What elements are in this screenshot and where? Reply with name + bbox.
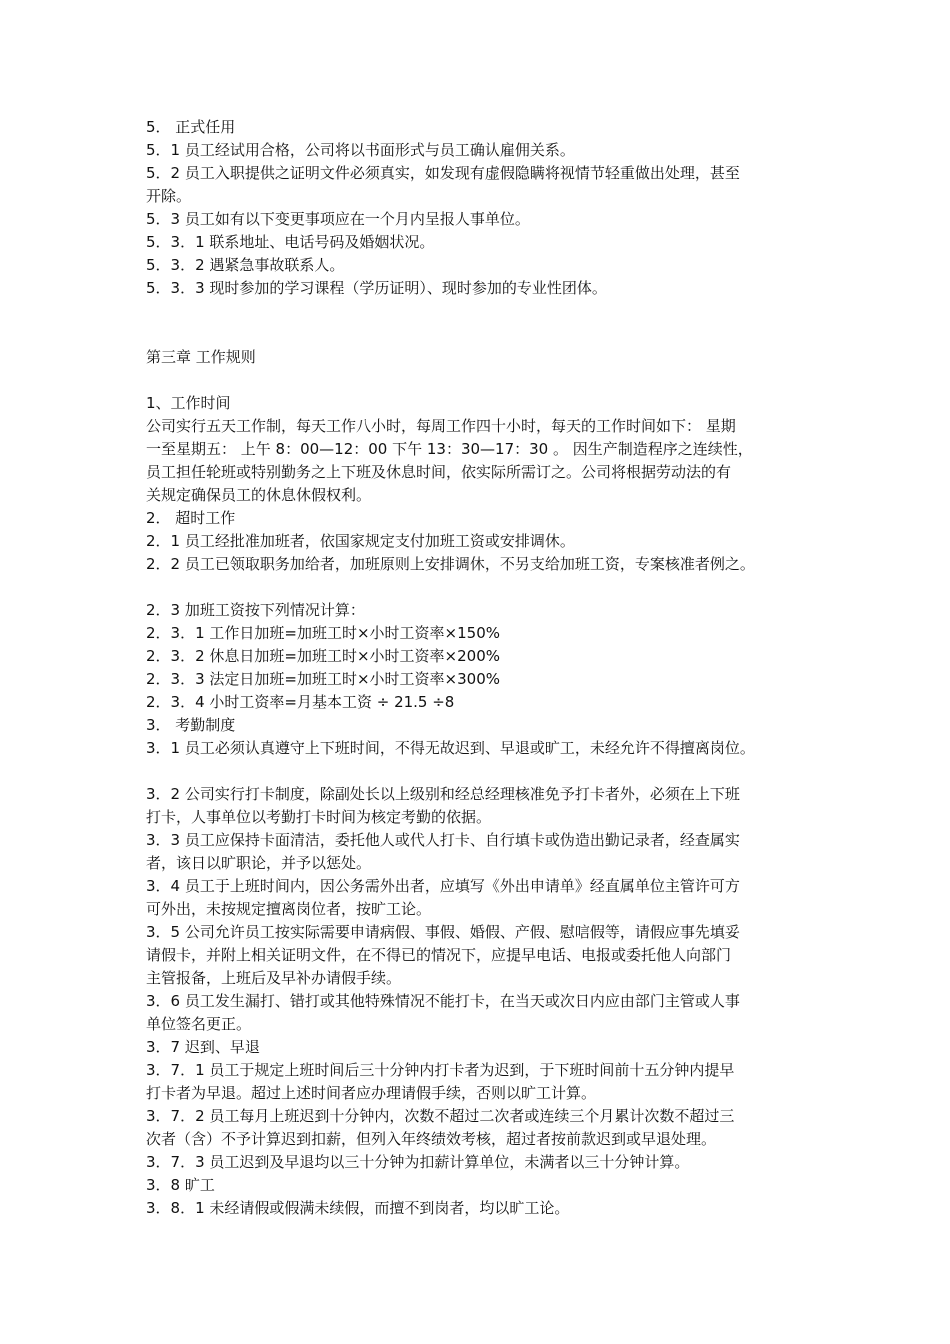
blank-spacer bbox=[146, 300, 826, 346]
text-line: 3． 考勤制度 bbox=[146, 716, 236, 734]
text-line: 3．8．1 未经请假或假满未续假，而擅不到岗者，均以旷工论。 bbox=[146, 1199, 570, 1217]
text-line: 3．4 员工于上班时间内，因公务需外出者，应填写《外出申请单》经直属单位主管许可方 bbox=[146, 877, 740, 895]
text-line: 关规定确保员工的休息休假权利。 bbox=[146, 486, 372, 504]
text-line: 3．8 旷工 bbox=[146, 1176, 215, 1194]
text-line: 2．2 员工已领取职务加给者，加班原则上安排调休，不另支给加班工资，专案核准者例之。 bbox=[146, 555, 755, 573]
text-line: 5．3 员工如有以下变更事项应在一个月内呈报人事单位。 bbox=[146, 210, 530, 228]
text-line: 2．3．3 法定日加班=加班工时×小时工资率×300% bbox=[146, 670, 500, 688]
text-line: 5．3．3 现时参加的学习课程（学历证明）、现时参加的专业性团体。 bbox=[146, 279, 607, 297]
text-line: 次者（含）不予计算迟到扣薪，但列入年终绩效考核，超过者按前款迟到或早退处理。 bbox=[146, 1130, 717, 1148]
text-line: 5．3．1 联系地址、电话号码及婚姻状况。 bbox=[146, 233, 435, 251]
text-line: 2．3 加班工资按下列情况计算： bbox=[146, 601, 365, 619]
text-line: 3．3 员工应保持卡面清洁，委托他人或代人打卡、自行填卡或伪造出勤记录者，经查属实 bbox=[146, 831, 740, 849]
text-line: 者，该日以旷职论，并予以惩处。 bbox=[146, 854, 372, 872]
text-line: 5．3．2 遇紧急事故联系人。 bbox=[146, 256, 345, 274]
text-line: 2．3．2 休息日加班=加班工时×小时工资率×200% bbox=[146, 647, 500, 665]
text-line: 3．7．3 员工迟到及早退均以三十分钟为扣薪计算单位，未满者以三十分钟计算。 bbox=[146, 1153, 690, 1171]
text-line: 第三章 工作规则 bbox=[146, 348, 256, 366]
text-line: 3．5 公司允许员工按实际需要申请病假、事假、婚假、产假、慰唁假等，请假应事先填妥 bbox=[146, 923, 740, 941]
text-line: 3．7．1 员工于规定上班时间后三十分钟内打卡者为迟到，于下班时间前十五分钟内提早 bbox=[146, 1061, 735, 1079]
text-line: 3．7．2 员工每月上班迟到十分钟内，次数不超过二次者或连续三个月累计次数不超过三 bbox=[146, 1107, 735, 1125]
text-line: 一至星期五： 上午 8：00—12：00 下午 13：30—17：30 。 因生产制造程序之连续性， bbox=[146, 440, 753, 458]
text-line: 主管报备，上班后及早补办请假手续。 bbox=[146, 969, 402, 987]
blank-spacer bbox=[146, 760, 826, 783]
text-line: 员工担任轮班或特别勤务之上下班及休息时间，依实际所需订之。公司将根据劳动法的有 bbox=[146, 463, 732, 481]
text-line: 1、工作时间 bbox=[146, 394, 231, 412]
text-line: 5．2 员工入职提供之证明文件必须真实，如发现有虚假隐瞒将视情节轻重做出处理，甚至 bbox=[146, 164, 740, 182]
text-line: 5．1 员工经试用合格，公司将以书面形式与员工确认雇佣关系。 bbox=[146, 141, 575, 159]
text-line: 2．1 员工经批准加班者，依国家规定支付加班工资或安排调休。 bbox=[146, 532, 575, 550]
text-line: 打卡者为早退。超过上述时间者应办理请假手续，否则以旷工计算。 bbox=[146, 1084, 597, 1102]
text-line: 开除。 bbox=[146, 187, 192, 205]
text-line: 2． 超时工作 bbox=[146, 509, 236, 527]
text-line: 3．6 员工发生漏打、错打或其他特殊情况不能打卡，在当天或次日内应由部门主管或人事 bbox=[146, 992, 740, 1010]
blank-spacer bbox=[146, 576, 826, 599]
text-line: 3．2 公司实行打卡制度，除副处长以上级别和经总经理核准免予打卡者外，必须在上下班 bbox=[146, 785, 740, 803]
text-line: 可外出，未按规定擅离岗位者，按旷工论。 bbox=[146, 900, 432, 918]
text-line: 5． 正式任用 bbox=[146, 118, 236, 136]
text-line: 3．1 员工必须认真遵守上下班时间，不得无故迟到、早退或旷工，未经允许不得擅离岗位。 bbox=[146, 739, 755, 757]
text-line: 单位签名更正。 bbox=[146, 1015, 252, 1033]
text-line: 公司实行五天工作制，每天工作八小时，每周工作四十小时，每天的工作时间如下： 星期 bbox=[146, 417, 736, 435]
text-line: 打卡，人事单位以考勤打卡时间为核定考勤的依据。 bbox=[146, 808, 492, 826]
text-line: 2．3．1 工作日加班=加班工时×小时工资率×150% bbox=[146, 624, 500, 642]
document-page bbox=[146, 116, 826, 1220]
text-line: 请假卡，并附上相关证明文件，在不得已的情况下，应提早电话、电报或委托他人向部门 bbox=[146, 946, 732, 964]
blank-spacer bbox=[146, 369, 826, 392]
text-line: 3．7 迟到、早退 bbox=[146, 1038, 260, 1056]
text-line: 2．3．4 小时工资率=月基本工资 ÷ 21.5 ÷8 bbox=[146, 693, 455, 711]
